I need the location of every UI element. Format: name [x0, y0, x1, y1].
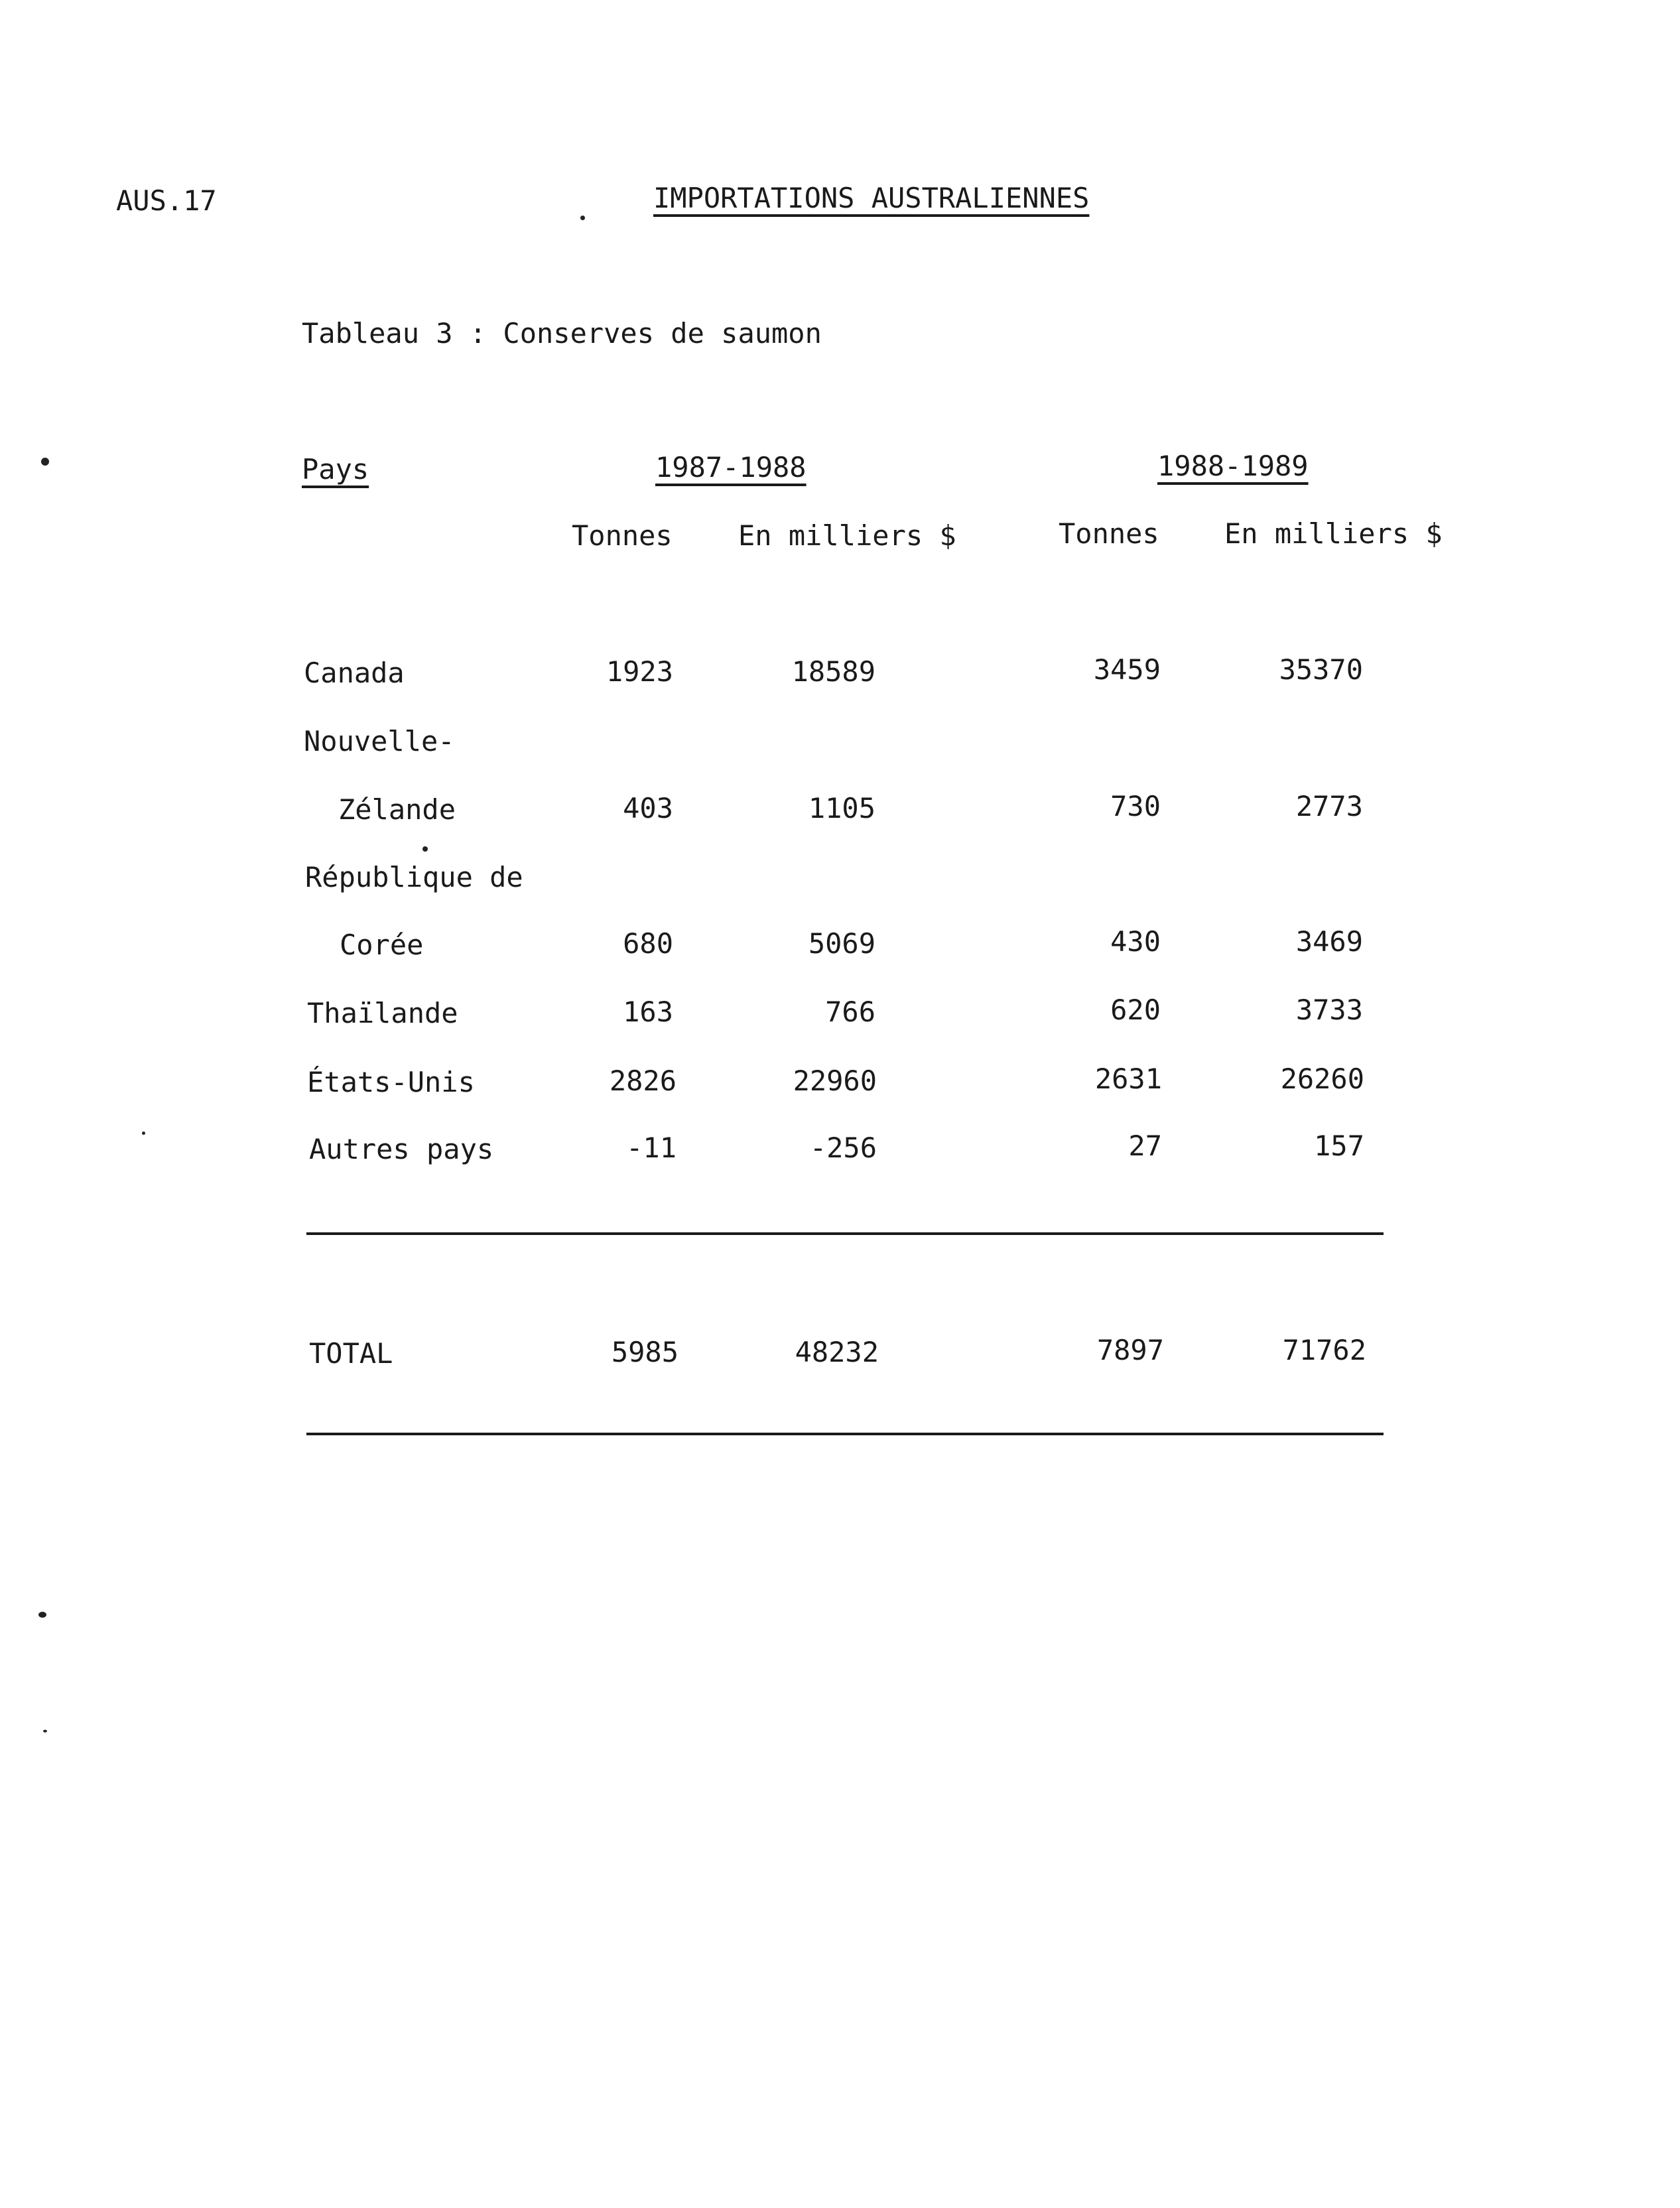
cell-value-1987: 22960 — [793, 1065, 877, 1097]
cell-tonnes-1988: 620 — [1110, 994, 1161, 1026]
total-tonnes-1987: 5985 — [611, 1336, 678, 1368]
cell-tonnes-1987: -11 — [626, 1132, 677, 1164]
row-label-continued: Corée — [340, 929, 424, 961]
cell-tonnes-1987: 163 — [623, 996, 673, 1028]
table-rule-bottom — [306, 1433, 1384, 1435]
cell-tonnes-1988: 430 — [1110, 925, 1161, 958]
scan-speck — [142, 1132, 145, 1135]
column-header-tonnes-2: Tonnes — [1059, 517, 1159, 550]
cell-value-1988: 2773 — [1295, 790, 1363, 822]
cell-value-1987: 18589 — [791, 655, 875, 688]
column-header-value-2: En milliers $ — [1224, 517, 1443, 550]
row-label: Autres pays — [309, 1133, 494, 1165]
cell-tonnes-1988: 3459 — [1093, 653, 1161, 686]
table-caption: Tableau 3 : Conserves de saumon — [302, 317, 822, 350]
cell-tonnes-1987: 2826 — [609, 1065, 677, 1097]
cell-value-1987: 1105 — [808, 792, 875, 824]
cell-tonnes-1988: 27 — [1128, 1130, 1162, 1162]
column-header-period-1987-1988: 1987-1988 — [655, 451, 807, 484]
scan-speck — [580, 216, 585, 220]
row-label: États-Unis — [307, 1066, 475, 1098]
cell-tonnes-1987: 1923 — [606, 655, 673, 688]
column-header-period-1988-1989: 1988-1989 — [1157, 450, 1309, 482]
table-rule-top — [306, 1232, 1384, 1235]
column-header-country: Pays — [302, 453, 369, 486]
cell-value-1988: 157 — [1314, 1130, 1364, 1162]
total-value-1988: 71762 — [1282, 1334, 1366, 1366]
row-label: Canada — [304, 657, 405, 689]
cell-value-1987: -256 — [809, 1132, 877, 1164]
cell-tonnes-1988: 730 — [1110, 790, 1161, 822]
cell-tonnes-1987: 680 — [623, 927, 673, 960]
document-reference: AUS.17 — [116, 184, 217, 217]
scan-speck — [41, 458, 49, 466]
cell-value-1988: 3733 — [1295, 994, 1363, 1026]
row-label-continued: Zélande — [338, 793, 456, 826]
column-header-tonnes-1: Tonnes — [572, 519, 673, 552]
scan-speck — [38, 1612, 46, 1618]
cell-value-1987: 766 — [825, 996, 875, 1028]
scan-speck — [422, 846, 428, 852]
cell-tonnes-1987: 403 — [623, 792, 673, 824]
row-label: Thaïlande — [307, 997, 458, 1029]
cell-value-1988: 3469 — [1295, 925, 1363, 958]
cell-value-1988: 35370 — [1279, 653, 1363, 686]
scan-speck — [43, 1730, 47, 1732]
cell-tonnes-1988: 2631 — [1094, 1063, 1162, 1095]
total-tonnes-1988: 7897 — [1096, 1334, 1164, 1366]
row-label: Nouvelle- — [304, 725, 455, 757]
cell-value-1988: 26260 — [1280, 1063, 1364, 1095]
cell-value-1987: 5069 — [808, 927, 875, 960]
total-value-1987: 48232 — [795, 1336, 879, 1368]
column-header-value-1: En milliers $ — [738, 519, 956, 552]
page-title: IMPORTATIONS AUSTRALIENNES — [653, 182, 1090, 214]
row-label: République de — [305, 861, 523, 893]
total-label: TOTAL — [309, 1337, 393, 1370]
